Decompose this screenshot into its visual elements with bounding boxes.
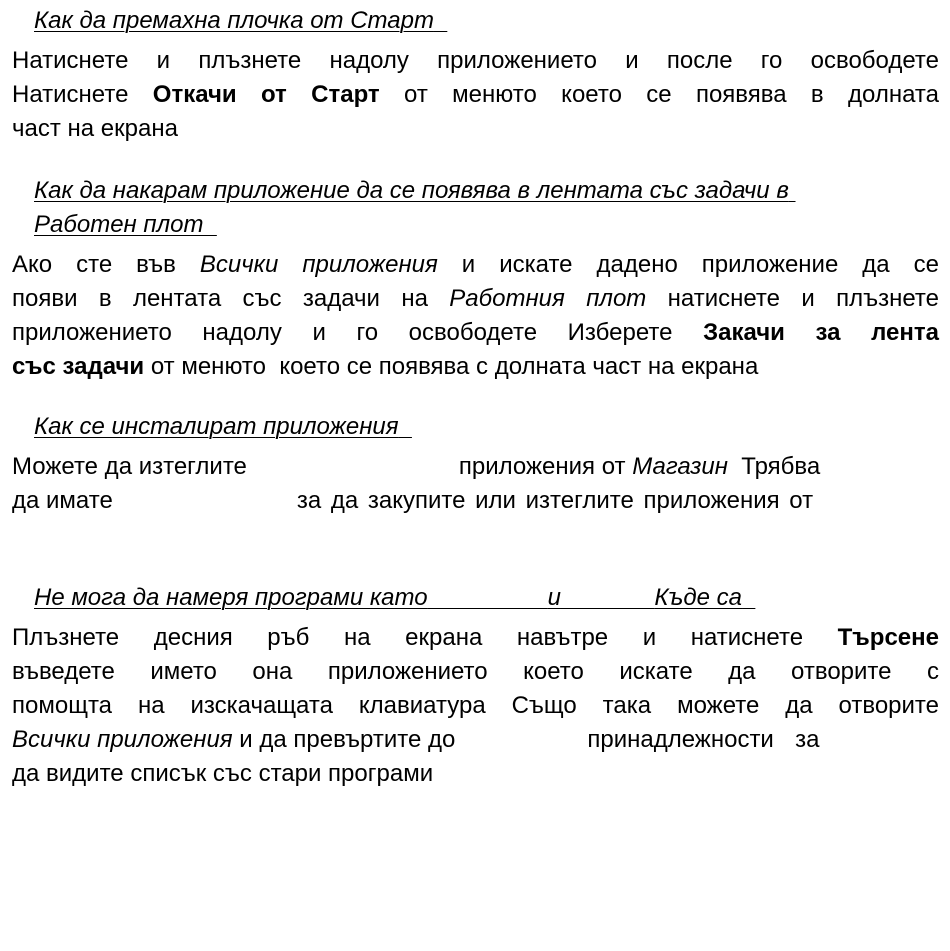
section-body-install-apps (12, 450, 939, 518)
text-line: Плъзнете десния ръб на екрана навътре и натиснете Търсене (12, 624, 939, 651)
text-line: Можете да изтеглите приложения от Магазин Трябва (12, 453, 821, 480)
section-heading-taskbar-line1: Как да накарам приложение да се появява в лентата със задачи в (34, 177, 789, 204)
text-line: Натиснете Откачи от Старт от менюто което се появява в долната (12, 81, 939, 108)
section-body-remove-tile (12, 44, 939, 146)
text-line: Всички приложения и да превъртите до принадлежности за (12, 726, 820, 753)
section-heading-taskbar-line2: Работен плот (34, 211, 204, 238)
section-heading-remove-tile: Как да премахна плочка от Старт (34, 7, 434, 34)
section-body-find-programs (12, 621, 939, 791)
section-body-taskbar (12, 248, 939, 384)
text-line: да имате за да закупите или изтеглите приложения от (12, 487, 814, 514)
section-heading-find-programs: Не мога да намеря програми като и Къде са (34, 584, 743, 611)
text-line: Ако сте във Всички приложения и искате дадено приложение да се (12, 251, 939, 278)
text-line: приложението надолу и го освободете Изберете Закачи за лента (12, 319, 939, 346)
section-heading-install-apps: Как се инсталират приложения (34, 413, 399, 440)
text-line: появи в лентата със задачи на Работния плот натиснете и плъзнете (12, 285, 939, 312)
text-line: част на екрана (12, 115, 178, 142)
text-line: да видите списък със стари програми (12, 760, 434, 787)
text-line: със задачи от менюто което се появява с долната част на екрана (12, 353, 759, 380)
text-line: въведете името она приложението което искате да отворите с (12, 658, 939, 685)
text-line: помощта на изскачащата клавиатура Също така можете да отворите (12, 692, 939, 719)
text-line: Натиснете и плъзнете надолу приложението и после го освободете (12, 47, 939, 74)
